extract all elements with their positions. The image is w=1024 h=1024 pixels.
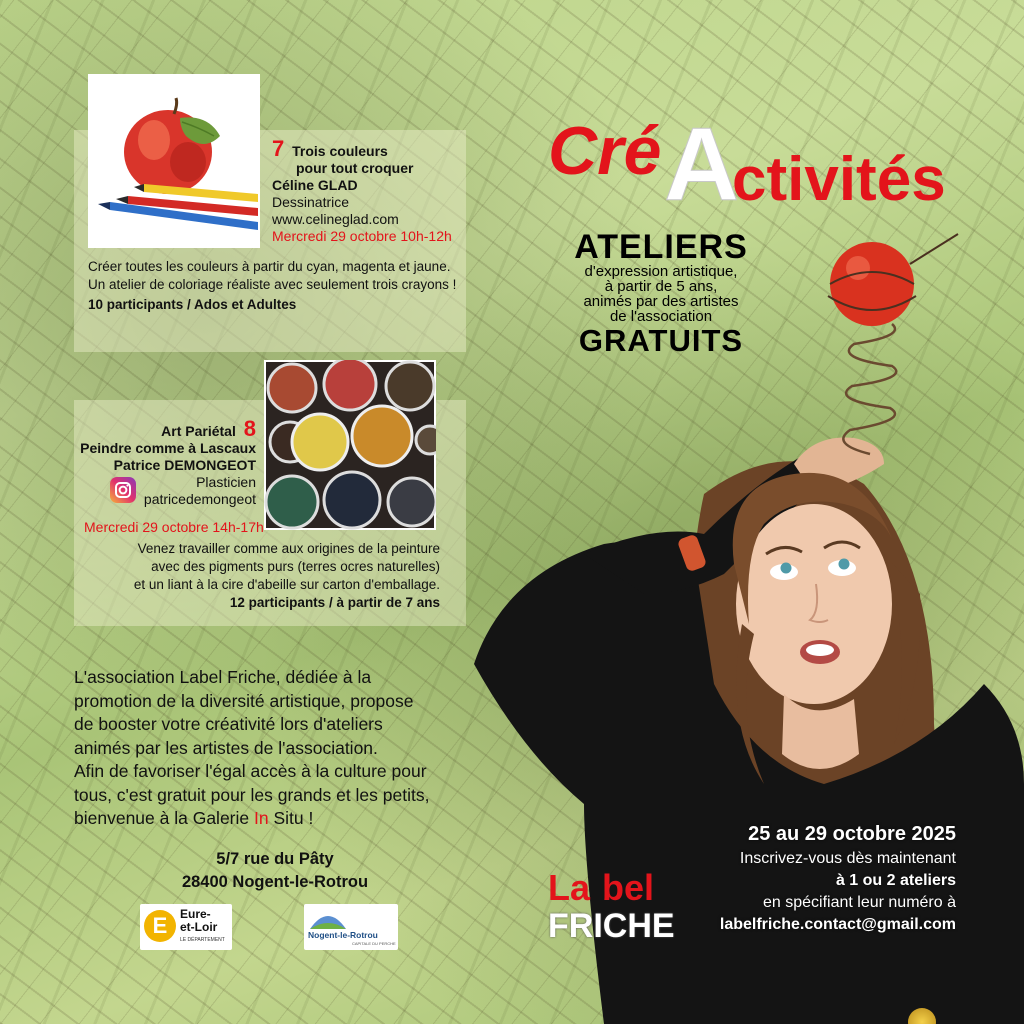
- nogent-le-rotrou-logo: [304, 904, 398, 950]
- association-line7: [74, 807, 474, 831]
- eure-et-loir-line1: Eure-: [180, 907, 211, 921]
- workshop7-participants: 10 participants / Ados et Adultes: [88, 297, 297, 312]
- association-line4: animés par les artistes de l'association.: [74, 737, 378, 758]
- spring-ball-image: [800, 224, 960, 464]
- nogent-name: Nogent-le-Rotrou: [308, 930, 378, 940]
- dates-block: [626, 820, 956, 936]
- workshop8-header: [80, 416, 256, 508]
- title-part3: ctivités: [732, 145, 946, 214]
- workshop7-description-block: [88, 258, 458, 314]
- workshop8-number: 8: [243, 416, 256, 441]
- workshop8-desc-line1: Venez travailler comme aux origines de la peinture: [137, 541, 440, 556]
- dates-line1: Inscrivez-vous dès maintenant: [739, 850, 956, 867]
- workshop7-website[interactable]: www.celineglad.com: [272, 211, 399, 227]
- workshop7-title-line2: pour tout croquer: [296, 160, 414, 176]
- workshop7-number: 7: [272, 136, 285, 161]
- dates-line3: en spécifiant leur numéro à: [763, 894, 956, 911]
- date-range: 25 au 29 octobre 2025: [748, 823, 956, 845]
- subtitle-line3: à partir de 5 ans,: [604, 278, 718, 295]
- address-line1: 5/7 rue du Pâty: [216, 850, 334, 868]
- association-line7-in: In: [253, 808, 269, 828]
- subtitle-line5: de l'association: [609, 308, 713, 325]
- label-friche-friche: FRICHE: [548, 907, 675, 945]
- eure-et-loir-line2: et-Loir: [180, 920, 218, 934]
- workshop7-artist: Céline GLAD: [272, 177, 358, 193]
- association-line1: L'association Label Friche, dédiée à la: [74, 667, 372, 687]
- label-friche-bel: bel: [602, 867, 655, 908]
- workshop7-header: [272, 136, 462, 245]
- subtitle: [548, 230, 774, 358]
- workshop8-desc-line2: avec des pigments purs (terres ocres naturelles): [151, 559, 440, 574]
- association-line7-pre: bienvenue à la Galerie: [74, 808, 254, 828]
- eure-et-loir-logo: [140, 904, 232, 950]
- title-part2: A: [664, 107, 740, 216]
- subtitle-ateliers: ATELIERS: [574, 228, 748, 266]
- workshop8-artist: Patrice DEMONGEOT: [113, 457, 256, 473]
- workshop8-role: Plasticien: [196, 474, 256, 490]
- workshop7-description: Créer toutes les couleurs à partir du cyan, magenta et jaune. Un atelier de coloriage réaliste avec seulement trois crayons !: [88, 259, 457, 292]
- association-line6: tous, c'est gratuit pour les grands et les petits,: [74, 784, 430, 805]
- nogent-tagline: CAPITALE DU PERCHE: [352, 941, 396, 946]
- workshop8-instagram[interactable]: patricedemongeot: [143, 491, 256, 507]
- association-line5: Afin de favoriser l'égal accès à la culture pour: [74, 761, 427, 781]
- workshop8-title-line1: Art Pariétal: [161, 423, 236, 439]
- association-line3: de booster votre créativité lors d'ateliers: [74, 714, 383, 734]
- association-text: [74, 666, 474, 831]
- label-friche-la: La: [548, 867, 591, 908]
- main-title: [546, 96, 966, 216]
- workshop7-schedule: Mercredi 29 octobre 10h-12h: [272, 228, 452, 244]
- workshop8-description-block: [96, 540, 440, 612]
- eure-et-loir-line3: LE DÉPARTEMENT: [180, 937, 225, 943]
- association-line2: promotion de la diversité artistique, propose: [74, 690, 414, 711]
- title-part1: Cré: [548, 113, 662, 189]
- workshop8-title-line2: Peindre comme à Lascaux: [80, 440, 256, 456]
- workshop8-schedule: Mercredi 29 octobre 14h-17h: [84, 519, 264, 535]
- subtitle-gratuits: GRATUITS: [578, 323, 744, 358]
- workshop8-participants: 12 participants / à partir de 7 ans: [229, 595, 440, 610]
- apple-pencils-image: [88, 74, 260, 248]
- subtitle-line4: animés par des artistes: [583, 293, 739, 310]
- instagram-icon[interactable]: [110, 477, 136, 503]
- workshop8-instagram-row: [80, 491, 256, 508]
- workshop8-desc-line3: et un liant à la cire d'abeille sur carton d'emballage.: [133, 577, 440, 592]
- workshop7-title-line1: Trois couleurs: [292, 143, 388, 159]
- workshop7-role: Dessinatrice: [272, 194, 350, 210]
- subtitle-line2: d'expression artistique,: [584, 263, 738, 280]
- dates-email[interactable]: labelfriche.contact@gmail.com: [719, 916, 956, 933]
- address-line2: 28400 Nogent-le-Rotrou: [181, 873, 369, 891]
- association-line7-post: Situ !: [268, 808, 314, 828]
- dates-line2: à 1 ou 2 ateliers: [835, 872, 956, 889]
- eure-et-loir-mark: E: [144, 910, 176, 942]
- address: [140, 848, 410, 894]
- pigment-jars-image: [264, 360, 436, 530]
